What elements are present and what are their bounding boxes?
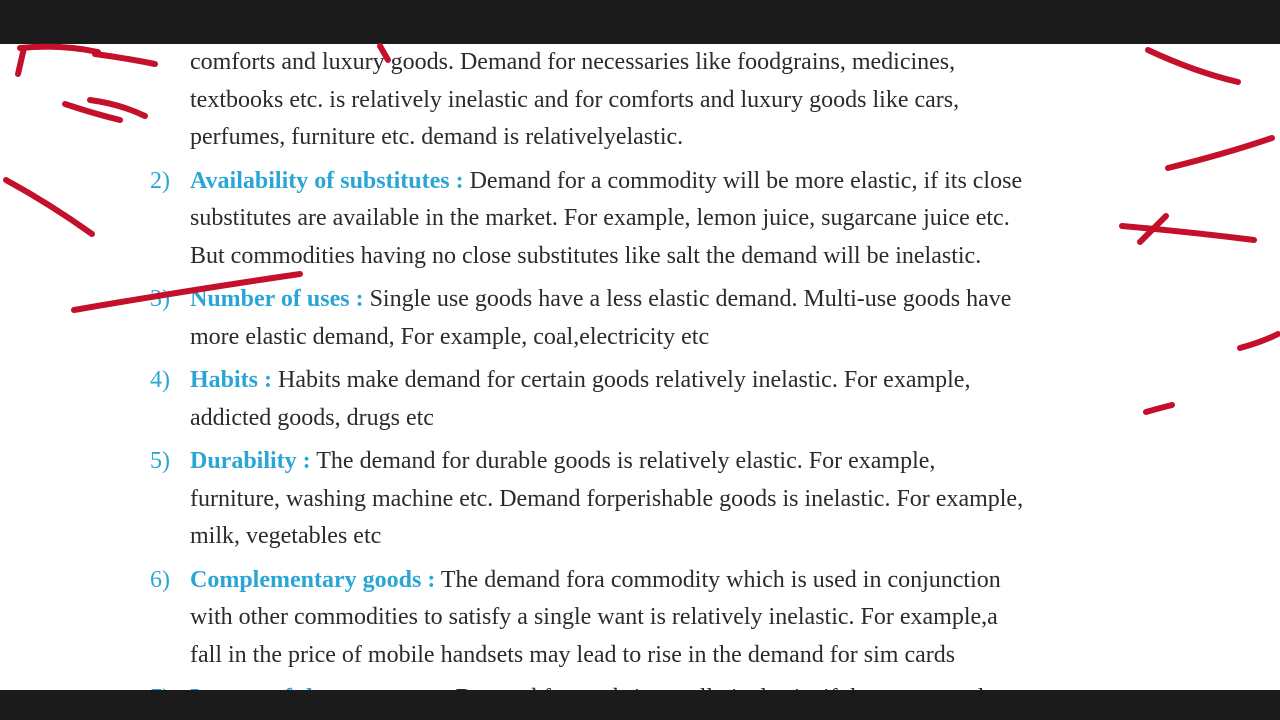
- list-number: 6): [150, 566, 170, 593]
- list-item-complementary-goods: [150, 562, 1140, 675]
- list-text: But commodities having no close substitutes like salt the demand will be inelastic.: [190, 242, 982, 269]
- pen-stroke: [1122, 226, 1254, 240]
- list-text: Habits make demand for certain goods relatively inelastic. For example,: [278, 367, 971, 393]
- list-text: more elastic demand, For example, coal,electricity etc: [190, 323, 710, 350]
- list-text: addicted goods, drugs etc: [190, 404, 434, 431]
- list-number: 4): [150, 367, 170, 393]
- list-number: 3): [150, 286, 170, 312]
- list-text: The demand for durable goods is relatively elastic. For example,: [316, 448, 936, 474]
- list-item-availability-of-substitutes: [150, 163, 1140, 276]
- list-item-habits: [150, 362, 1140, 437]
- bottom-letterbox-bar: [0, 690, 1280, 720]
- list-item-number-of-uses: [150, 281, 1140, 356]
- list-text: milk, vegetables etc: [190, 523, 382, 549]
- pen-stroke: [1140, 216, 1166, 242]
- pen-stroke: [1240, 334, 1278, 348]
- list-term: Complementary goods :: [190, 566, 436, 593]
- list-number: 5): [150, 448, 170, 474]
- pen-stroke: [95, 54, 155, 64]
- page-content: [150, 44, 1140, 718]
- list-text: furniture, washing machine etc. Demand forperishable goods is inelastic. For example,: [190, 485, 1024, 512]
- pen-stroke: [1168, 138, 1272, 168]
- intro-line: textbooks etc. is relatively inelastic and for comforts and luxury goods like cars,: [190, 86, 960, 113]
- intro-line: comforts and luxury goods. Demand for necessaries like foodgrains, medicines,: [190, 49, 956, 75]
- list-term: Availability of substitutes :: [190, 167, 464, 194]
- pen-stroke: [1148, 50, 1238, 82]
- list-text: Single use goods have a less elastic demand. Multi-use goods have: [369, 286, 1012, 312]
- list-text: substitutes are available in the market. For example, lemon juice, sugarcane juice etc.: [190, 205, 1010, 231]
- pen-stroke: [18, 47, 98, 74]
- list-text: The demand fora commodity which is used in conjunction: [440, 566, 1001, 593]
- list-text: Demand for a commodity will be more elastic, if its close: [469, 167, 1023, 194]
- list-text: with other commodities to satisfy a single want is relatively inelastic. For example,a: [190, 604, 998, 630]
- pen-stroke: [6, 180, 92, 234]
- document-page: [0, 44, 1280, 690]
- pen-stroke: [90, 100, 145, 116]
- list-term: Durability :: [190, 448, 311, 474]
- list-term: Number of uses :: [190, 286, 364, 312]
- intro-paragraph: [190, 44, 1140, 157]
- top-letterbox-bar: [0, 0, 1280, 44]
- list-number: 2): [150, 167, 170, 194]
- list-term: Habits :: [190, 367, 273, 393]
- pen-stroke: [65, 104, 120, 120]
- intro-line: perfumes, furniture etc. demand is relativelyelastic.: [190, 124, 684, 150]
- pen-stroke: [1146, 405, 1172, 412]
- list-text: fall in the price of mobile handsets may lead to rise in the demand for sim cards: [190, 641, 956, 668]
- list-item-durability: [150, 443, 1140, 556]
